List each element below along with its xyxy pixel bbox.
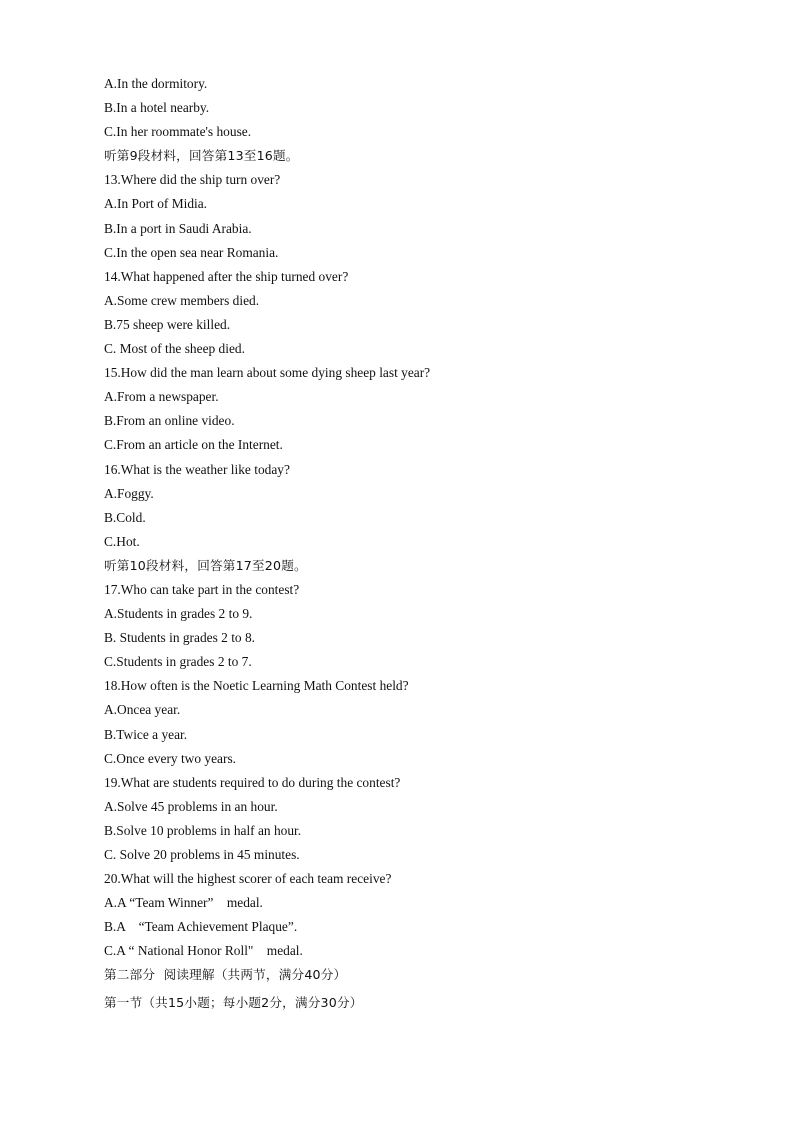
q14-option-b: B.75 sheep were killed. [104,316,231,332]
q16-option-c: C.Hot. [104,533,140,549]
q17-option-c: C.Students in grades 2 to 7. [104,654,252,670]
q18-option-b: B.Twice a year. [104,726,188,742]
question-14: 14.What happened after the ship turned over? [104,268,349,284]
section-instruction-9: 听第9段材料，回答第13至16题。 [104,148,299,164]
q20-option-b: B.A “Team Achievement Plaque”. [104,919,298,935]
q15-option-c: C.From an article on the Internet. [104,437,283,453]
q19-option-a: A.Solve 45 problems in an hour. [104,798,278,814]
q18-option-a: A.Oncea year. [104,702,181,718]
q13-option-a: A.In Port of Midia. [104,196,208,212]
question-17: 17.Who can take part in the contest? [104,581,300,597]
q14-option-c: C. Most of the sheep died. [104,341,245,357]
question-16: 16.What is the weather like today? [104,461,290,477]
question-15: 15.How did the man learn about some dying sheep last year? [104,365,431,381]
q13-option-b: B.In a port in Saudi Arabia. [104,220,252,236]
exam-page [104,72,764,1015]
option-b-hotel: B.In a hotel nearby. [104,100,210,116]
q16-option-b: B.Cold. [104,509,146,525]
q14-option-a: A.Some crew members died. [104,292,260,308]
option-a-dormitory: A.In the dormitory. [104,76,208,91]
q13-option-c: C.In the open sea near Romania. [104,244,279,260]
q16-option-a: A.Foggy. [104,485,154,501]
q18-option-c: C.Once every two years. [104,750,236,766]
question-18: 18.How often is the Noetic Learning Math Contest held? [104,678,409,694]
q17-option-b: B. Students in grades 2 to 8. [104,630,256,646]
question-20: 20.What will the highest scorer of each team receive? [104,871,392,887]
q19-option-b: B.Solve 10 problems in half an hour. [104,822,302,838]
q17-option-a: A.Students in grades 2 to 9. [104,606,253,622]
q15-option-a: A.From a newspaper. [104,389,219,405]
section-one-heading: 第一节（共15小题；每小题2分，满分30分） [104,994,363,1010]
question-13: 13.Where did the ship turn over? [104,172,281,188]
section-instruction-10: 听第10段材料，回答第17至20题。 [104,557,307,573]
option-c-roommate-house: C.In her roommate's house. [104,124,252,140]
q20-option-a: A.A “Team Winner” medal. [104,895,263,911]
q20-option-c: C.A “ National Honor Roll" medal. [104,943,303,959]
q15-option-b: B.From an online video. [104,413,235,429]
part-two-heading: 第二部分 阅读理解（共两节，满分40分） [104,967,347,983]
q19-option-c: C. Solve 20 problems in 45 minutes. [104,847,300,862]
question-19: 19.What are students required to do during the contest? [104,774,401,790]
